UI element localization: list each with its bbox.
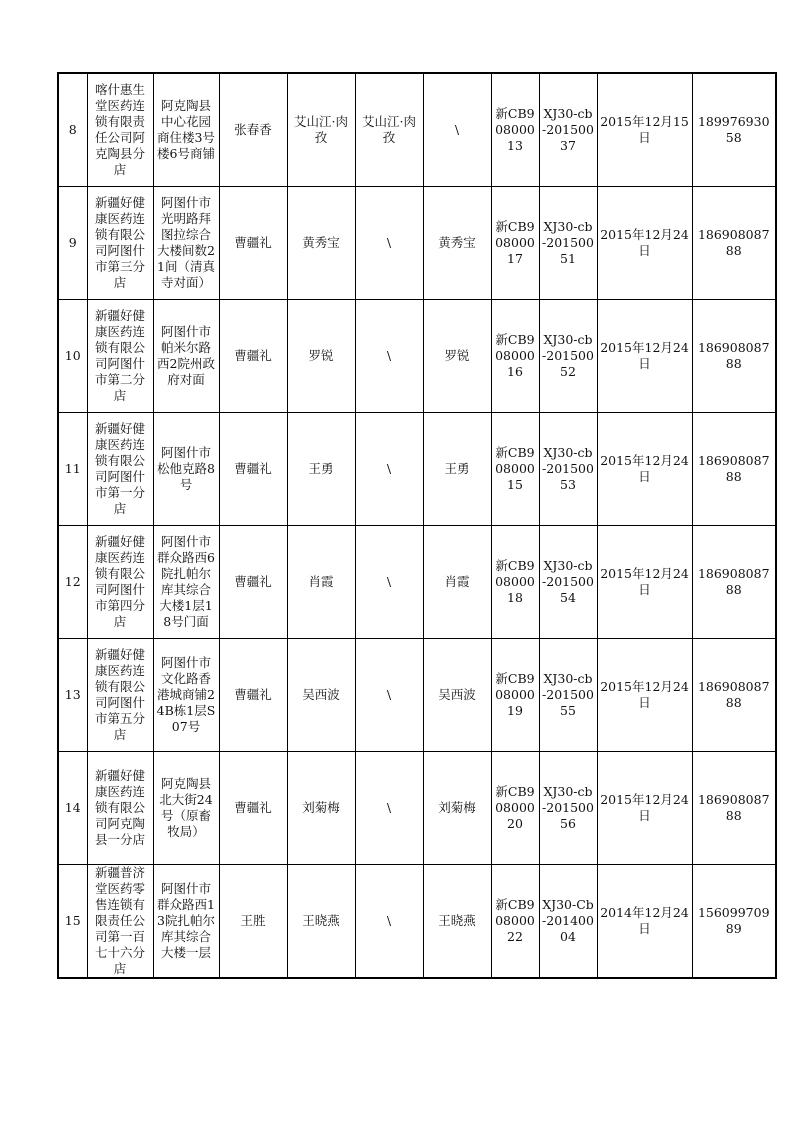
issue-date-cell: 2015年12月24日 xyxy=(597,752,692,865)
store-name-cell: 新疆普济堂医药零售连锁有限责任公司第一百七十六分店 xyxy=(87,865,153,979)
phone-cell: 18997693058 xyxy=(692,73,776,187)
address-cell: 阿图什市群众路西13院扎帕尔库其综合大楼一层 xyxy=(153,865,219,979)
issue-date-cell: 2015年12月24日 xyxy=(597,187,692,300)
pharmacist-cell: 王勇 xyxy=(423,413,491,526)
quality-manager-cell: \ xyxy=(355,639,423,752)
row-number-cell: 9 xyxy=(58,187,87,300)
registration-number-cell: XJ30-cb-20150054 xyxy=(539,526,597,639)
store-name-cell: 新疆好健康医药连锁有限公司阿图什市第四分店 xyxy=(87,526,153,639)
pharmacist-cell: 刘菊梅 xyxy=(423,752,491,865)
legal-representative-cell: 曹疆礼 xyxy=(219,752,287,865)
row-number-cell: 14 xyxy=(58,752,87,865)
registration-number-cell: XJ30-cb-20150052 xyxy=(539,300,597,413)
address-cell: 阿图什市松他克路8号 xyxy=(153,413,219,526)
table-row xyxy=(58,752,776,865)
store-name-cell: 新疆好健康医药连锁有限公司阿图什市第一分店 xyxy=(87,413,153,526)
registration-number-cell: XJ30-Cb-20140004 xyxy=(539,865,597,979)
row-number-cell: 8 xyxy=(58,73,87,187)
phone-cell: 18690808788 xyxy=(692,752,776,865)
phone-cell: 18690808788 xyxy=(692,187,776,300)
enterprise-manager-cell: 刘菊梅 xyxy=(287,752,355,865)
legal-representative-cell: 王胜 xyxy=(219,865,287,979)
quality-manager-cell: \ xyxy=(355,526,423,639)
issue-date-cell: 2015年12月24日 xyxy=(597,300,692,413)
enterprise-manager-cell: 罗锐 xyxy=(287,300,355,413)
table-row xyxy=(58,187,776,300)
quality-manager-cell: \ xyxy=(355,865,423,979)
quality-manager-cell: 艾山江·肉孜 xyxy=(355,73,423,187)
pharmacist-cell: 王晓燕 xyxy=(423,865,491,979)
store-name-cell: 喀什惠生堂医药连锁有限责任公司阿克陶县分店 xyxy=(87,73,153,187)
enterprise-manager-cell: 艾山江·肉孜 xyxy=(287,73,355,187)
address-cell: 阿图什市文化路香港城商铺24B栋1层S07号 xyxy=(153,639,219,752)
registration-number-cell: XJ30-cb-20150055 xyxy=(539,639,597,752)
pharmacist-cell: \ xyxy=(423,73,491,187)
license-number-cell: 新CB90800020 xyxy=(491,752,539,865)
address-cell: 阿图什市帕米尔路西2院州政府对面 xyxy=(153,300,219,413)
license-number-cell: 新CB90800018 xyxy=(491,526,539,639)
phone-cell: 18690808788 xyxy=(692,526,776,639)
quality-manager-cell: \ xyxy=(355,752,423,865)
legal-representative-cell: 曹疆礼 xyxy=(219,639,287,752)
address-cell: 阿克陶县北大街24号（原畜牧局） xyxy=(153,752,219,865)
table-row xyxy=(58,413,776,526)
license-number-cell: 新CB90800019 xyxy=(491,639,539,752)
quality-manager-cell: \ xyxy=(355,187,423,300)
address-cell: 阿克陶县中心花园商住楼3号楼6号商铺 xyxy=(153,73,219,187)
address-cell: 阿图什市群众路西6院扎帕尔库其综合大楼1层18号门面 xyxy=(153,526,219,639)
license-number-cell: 新CB90800016 xyxy=(491,300,539,413)
store-name-cell: 新疆好健康医药连锁有限公司阿图什市第五分店 xyxy=(87,639,153,752)
pharmacist-cell: 罗锐 xyxy=(423,300,491,413)
table-body xyxy=(58,73,776,978)
license-number-cell: 新CB90800017 xyxy=(491,187,539,300)
store-name-cell: 新疆好健康医药连锁有限公司阿图什市第三分店 xyxy=(87,187,153,300)
issue-date-cell: 2015年12月24日 xyxy=(597,526,692,639)
issue-date-cell: 2015年12月24日 xyxy=(597,639,692,752)
row-number-cell: 15 xyxy=(58,865,87,979)
phone-cell: 18690808788 xyxy=(692,300,776,413)
phone-cell: 18690808788 xyxy=(692,639,776,752)
row-number-cell: 10 xyxy=(58,300,87,413)
issue-date-cell: 2015年12月15日 xyxy=(597,73,692,187)
address-cell: 阿图什市光明路拜图拉综合大楼间数21间（清真寺对面） xyxy=(153,187,219,300)
license-number-cell: 新CB90800022 xyxy=(491,865,539,979)
quality-manager-cell: \ xyxy=(355,413,423,526)
issue-date-cell: 2015年12月24日 xyxy=(597,413,692,526)
row-number-cell: 11 xyxy=(58,413,87,526)
enterprise-manager-cell: 黄秀宝 xyxy=(287,187,355,300)
table-row xyxy=(58,865,776,979)
legal-representative-cell: 张春香 xyxy=(219,73,287,187)
legal-representative-cell: 曹疆礼 xyxy=(219,300,287,413)
quality-manager-cell: \ xyxy=(355,300,423,413)
registration-number-cell: XJ30-cb-20150053 xyxy=(539,413,597,526)
row-number-cell: 12 xyxy=(58,526,87,639)
registration-number-cell: XJ30-cb-20150051 xyxy=(539,187,597,300)
issue-date-cell: 2014年12月24日 xyxy=(597,865,692,979)
table-row xyxy=(58,526,776,639)
phone-cell: 18690808788 xyxy=(692,413,776,526)
enterprise-manager-cell: 吴西波 xyxy=(287,639,355,752)
row-number-cell: 13 xyxy=(58,639,87,752)
pharmacist-cell: 黄秀宝 xyxy=(423,187,491,300)
phone-cell: 15609970989 xyxy=(692,865,776,979)
registration-number-cell: XJ30-cb-20150037 xyxy=(539,73,597,187)
store-name-cell: 新疆好健康医药连锁有限公司阿克陶县一分店 xyxy=(87,752,153,865)
legal-representative-cell: 曹疆礼 xyxy=(219,526,287,639)
enterprise-manager-cell: 王晓燕 xyxy=(287,865,355,979)
pharmacist-cell: 吴西波 xyxy=(423,639,491,752)
table-row xyxy=(58,73,776,187)
legal-representative-cell: 曹疆礼 xyxy=(219,413,287,526)
registration-number-cell: XJ30-cb-20150056 xyxy=(539,752,597,865)
license-number-cell: 新CB90800015 xyxy=(491,413,539,526)
enterprise-manager-cell: 王勇 xyxy=(287,413,355,526)
enterprise-manager-cell: 肖霞 xyxy=(287,526,355,639)
store-name-cell: 新疆好健康医药连锁有限公司阿图什市第二分店 xyxy=(87,300,153,413)
table-row xyxy=(58,639,776,752)
pharmacy-registry-table xyxy=(57,72,777,979)
table-row xyxy=(58,300,776,413)
legal-representative-cell: 曹疆礼 xyxy=(219,187,287,300)
pharmacist-cell: 肖霞 xyxy=(423,526,491,639)
license-number-cell: 新CB90800013 xyxy=(491,73,539,187)
